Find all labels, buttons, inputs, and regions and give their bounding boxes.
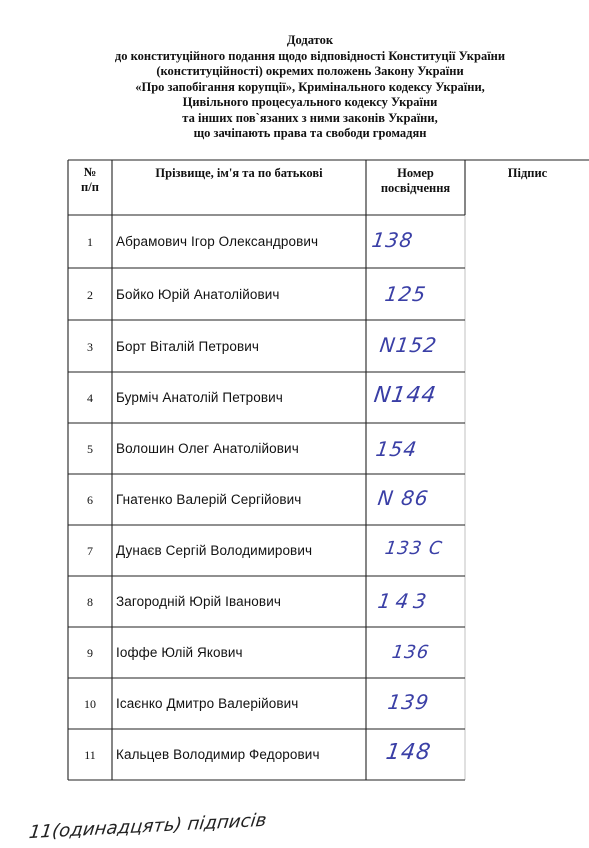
row-number: 9	[87, 646, 93, 660]
column-header-signature: Підпис	[507, 166, 548, 180]
handwritten-id: N152	[378, 333, 439, 357]
handwritten-id: 133 С	[383, 538, 445, 559]
row-number: 2	[87, 288, 93, 302]
row-number: 11	[84, 748, 96, 762]
handwritten-id: 154	[374, 437, 419, 461]
handwritten-id: 125	[383, 282, 428, 306]
handwritten-id: 136	[390, 642, 431, 663]
person-name: Загородній Юрій Іванович	[116, 594, 281, 609]
handwritten-id: N 86	[376, 486, 431, 510]
person-name: Абрамович Ігор Олександрович	[116, 234, 319, 249]
person-name: Ісаєнко Дмитро Валерійович	[116, 696, 299, 711]
row-number: 1	[87, 235, 93, 249]
row-number: 8	[87, 595, 93, 609]
person-name: Волошин Олег Анатолійович	[116, 441, 299, 456]
person-name: Іоффе Юлій Якович	[116, 645, 243, 660]
header-line: що зачіпають права та свободи громадян	[193, 126, 427, 140]
person-name: Борт Віталій Петрович	[116, 339, 260, 354]
header-line: до конституційного подання щодо відповідності Конституції України	[114, 48, 506, 63]
column-header-number: № п/п	[81, 165, 99, 194]
handwritten-id: 138	[370, 228, 415, 252]
handwritten-id: 139	[386, 690, 431, 714]
person-name: Кальцев Володимир Федорович	[116, 747, 320, 762]
header-line: «Про запобігання корупції», Кримінального кодексу України,	[135, 79, 485, 94]
row-number: 5	[87, 442, 93, 456]
column-header-name: Прізвище, ім'я та по батькові	[155, 166, 323, 180]
column-header-id: Номер посвідчення	[380, 166, 451, 195]
row-number: 6	[87, 493, 93, 507]
person-name: Гнатенко Валерій Сергійович	[116, 492, 302, 507]
handwritten-id: 148	[384, 740, 433, 765]
handwritten-signature-count: 11(одинадцять) підписів	[27, 809, 268, 844]
handwritten-id: 143	[376, 589, 433, 613]
header-line: Цивільного процесуального кодексу України	[182, 95, 438, 109]
header-line: (конституційності) окремих положень Закону України	[156, 64, 464, 78]
handwritten-id: N144	[372, 383, 439, 408]
row-number: 10	[84, 697, 96, 711]
header-title: Додаток	[286, 33, 334, 47]
row-number: 4	[87, 391, 93, 405]
person-name: Бойко Юрій Анатолійович	[116, 287, 280, 302]
person-name: Бурміч Анатолій Петрович	[116, 390, 283, 405]
row-number: 7	[87, 544, 93, 558]
header-line: та інших пов`язаних з ними законів України,	[182, 110, 438, 125]
row-number: 3	[87, 340, 93, 354]
person-name: Дунаєв Сергій Володимирович	[116, 543, 313, 558]
